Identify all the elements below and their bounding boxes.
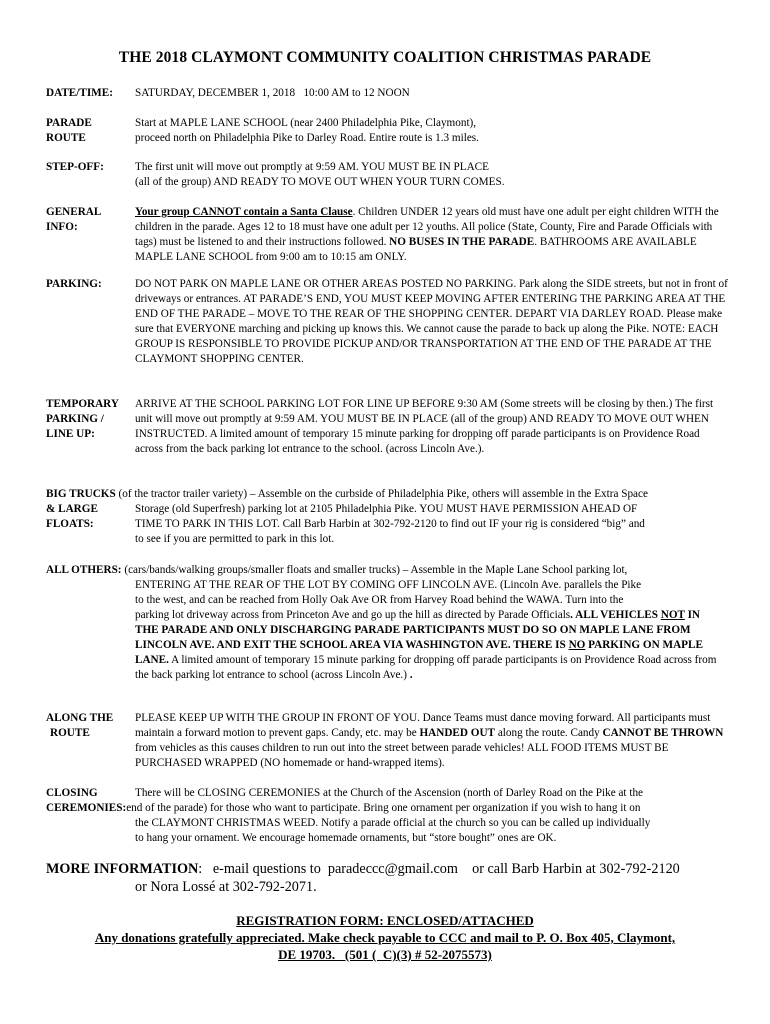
more-information-label: MORE INFORMATION [46,861,199,877]
step-off-section [46,160,726,192]
closing-ceremonies-section: CLOSING There will be CLOSING CEREMONIES at the Church of the Ascension (north of Darley Road on the Pike at the CEREMONIES:end of the parade) for those who want to participate. Bring one ornament per organization if you wish to hang it on the CLAYMONT CHRISTMAS WEED. Notify a parade official at the church so you can be called up individually to hang your ornament. We encourage homemade ornaments, but “store bought” ones are OK. [46,787,651,844]
registration-footer [20,912,750,963]
along-route-section [46,711,726,773]
parade-route-section [46,116,726,148]
date-time-text: SATURDAY, DECEMBER 1, 2018 10:00 AM to 12 NOON [135,87,410,99]
parking-section [46,277,726,385]
temporary-parking-section [46,397,726,475]
general-info-section [46,205,726,267]
general-info-label: GENERAL INFO: [46,206,102,233]
date-time-label: DATE/TIME: [46,87,113,99]
contact-line: : e-mail questions to paradeccc@gmail.com or call Barb Harbin at 302-792-2120 [198,861,680,877]
parade-route-label: PARADE ROUTE [46,117,92,144]
more-information-section: MORE INFORMATION: e-mail questions to paradeccc@gmail.com or call Barb Harbin at 302-792-2120 or Nora Lossé at 302-792-2071. [46,861,680,895]
parade-route-text: Start at MAPLE LANE SCHOOL (near 2400 Philadelphia Pike, Claymont), proceed north on Philadelphia Pike to Darley Road. Entire route is 1.3 miles. [135,117,479,144]
all-others-section: ALL OTHERS: (cars/bands/walking groups/smaller floats and smaller trucks) – Assemble in the Maple Lane School parking lot, ENTERING AT THE REAR OF THE LOT BY COMING OFF LINCOLN AVE. (Lincoln Ave. parallels the Pike to the west, and can be reached from Holly Oak Ave OR from Harvey Road behind the WAWA. Turn into the parking lot driveway across from Princeton Ave and go up the hill as directed by Parade Officials. ALL VEHICLES NOT IN THE PARADE AND ONLY DISCHARGING PARADE PARTICIPANTS MUST DO SO ON MAPLE LANE FROM LINCOLN AVE. AND EXIT THE SCHOOL AREA VIA WASHINGTON AVE. THERE IS NO PARKING ON MAPLE LANE. A limited amount of temporary 15 minute parking for dropping off parade participants is on Providence Road across from the back parking lot entrance to school (across Lincoln Ave.) . [46,564,717,681]
donation-note: Any donations gratefully appreciated. Make check payable to CCC and mail to P. O. Box 405, Claymont, [94,930,676,945]
mailing-address: DE 19703. (501 ( C)(3) # 52-2075573) [278,947,492,962]
no-buses-notice: NO BUSES IN THE PARADE [389,236,535,248]
all-others-label: ALL OTHERS: [46,564,122,576]
general-info-text: Your group CANNOT contain a Santa Clause. Children UNDER 12 years old must have one adult per eight children WITH the children in the parade. Ages 12 to 18 must have one adult per 12 youths. All police (State, County, Fire and Parade Officials with tags) must be listened to and their instructions followed. NO BUSES IN THE PARADE. BATHROOMS ARE AVAILABLE MAPLE LANE SCHOOL from 9:00 am to 10:15 am ONLY. [135,206,719,263]
along-route-text: PLEASE KEEP UP WITH THE GROUP IN FRONT OF YOU. Dance Teams must dance moving forward. All participants must maintain a forward motion to prevent gaps. Candy, etc. may be HANDED OUT along the route. Candy CANNOT BE THROWN from vehicles as this causes children to run out into the street between parade vehicles! ALL FOOD ITEMS MUST BE PURCHASED WRAPPED (NO homemade or hand-wrapped items). [135,712,724,769]
page-title: THE 2018 CLAYMONT COMMUNITY COALITION CHRISTMAS PARADE [118,49,652,66]
santa-warning: Your group CANNOT contain a Santa Clause [135,206,353,218]
big-trucks-label: BIG TRUCKS [46,488,116,500]
along-route-label: ALONG THE ROUTE [46,712,114,739]
temporary-parking-text: ARRIVE AT THE SCHOOL PARKING LOT FOR LINE UP BEFORE 9:30 AM (Some streets will be closing by then.) The first unit will move out promptly at 9:59 AM. YOU MUST BE IN PLACE (all of the group) AND READY TO MOVE OUT WHEN INSTRUCTED. A limited amount of temporary 15 minute parking for dropping off parade participants is on Providence Road across from the back parking lot entrance to the school. (across Lincoln Ave.). [135,398,714,455]
closing-label: CLOSING [46,787,98,799]
big-trucks-section: BIG TRUCKS (of the tractor trailer variety) – Assemble on the curbside of Philadelphia Pike, others will assemble in the Extra Space & LARGE Storage (old Superfresh) parking lot at 2105 Philadelphia Pike. YOU MUST HAVE PERMISSION AHEAD OF FLOATS: TIME TO PARK IN THIS LOT. Call Barb Harbin at 302-792-2120 to find out IF your rig is considered “big” and to see if you are permitted to park in this lot. [46,488,648,545]
registration-form-note: REGISTRATION FORM: ENCLOSED/ATTACHED [236,913,534,928]
step-off-label: STEP-OFF: [46,161,104,173]
step-off-text: The first unit will move out promptly at 9:59 AM. YOU MUST BE IN PLACE (all of the group) AND READY TO MOVE OUT WHEN YOUR TURN COMES. [135,161,505,188]
temporary-parking-label: TEMPORARY PARKING / LINE UP: [46,398,119,440]
parking-text: DO NOT PARK ON MAPLE LANE OR OTHER AREAS POSTED NO PARKING. Park along the SIDE streets, but not in front of driveways or entrances. AT PARADE’S END, YOU MUST KEEP MOVING AFTER ENTERING THE PARKING AREA AT THE END OF THE PARADE – MOVE TO THE REAR OF THE SHOPPING CENTER. DEPART VIA DARLEY ROAD. Please make sure that EVERYONE marching and picking up knows this. We cannot cause the parade to back up along the Pike. NOTE: EACH GROUP IS RESPONSIBLE TO PROVIDE PICKUP AND/OR TRANSPORTATION AT THE END OF THE PARADE AT THE CLAYMONT SHOPPING CENTER. [135,278,728,365]
parking-label: PARKING: [46,278,102,290]
date-time-section [46,86,726,102]
